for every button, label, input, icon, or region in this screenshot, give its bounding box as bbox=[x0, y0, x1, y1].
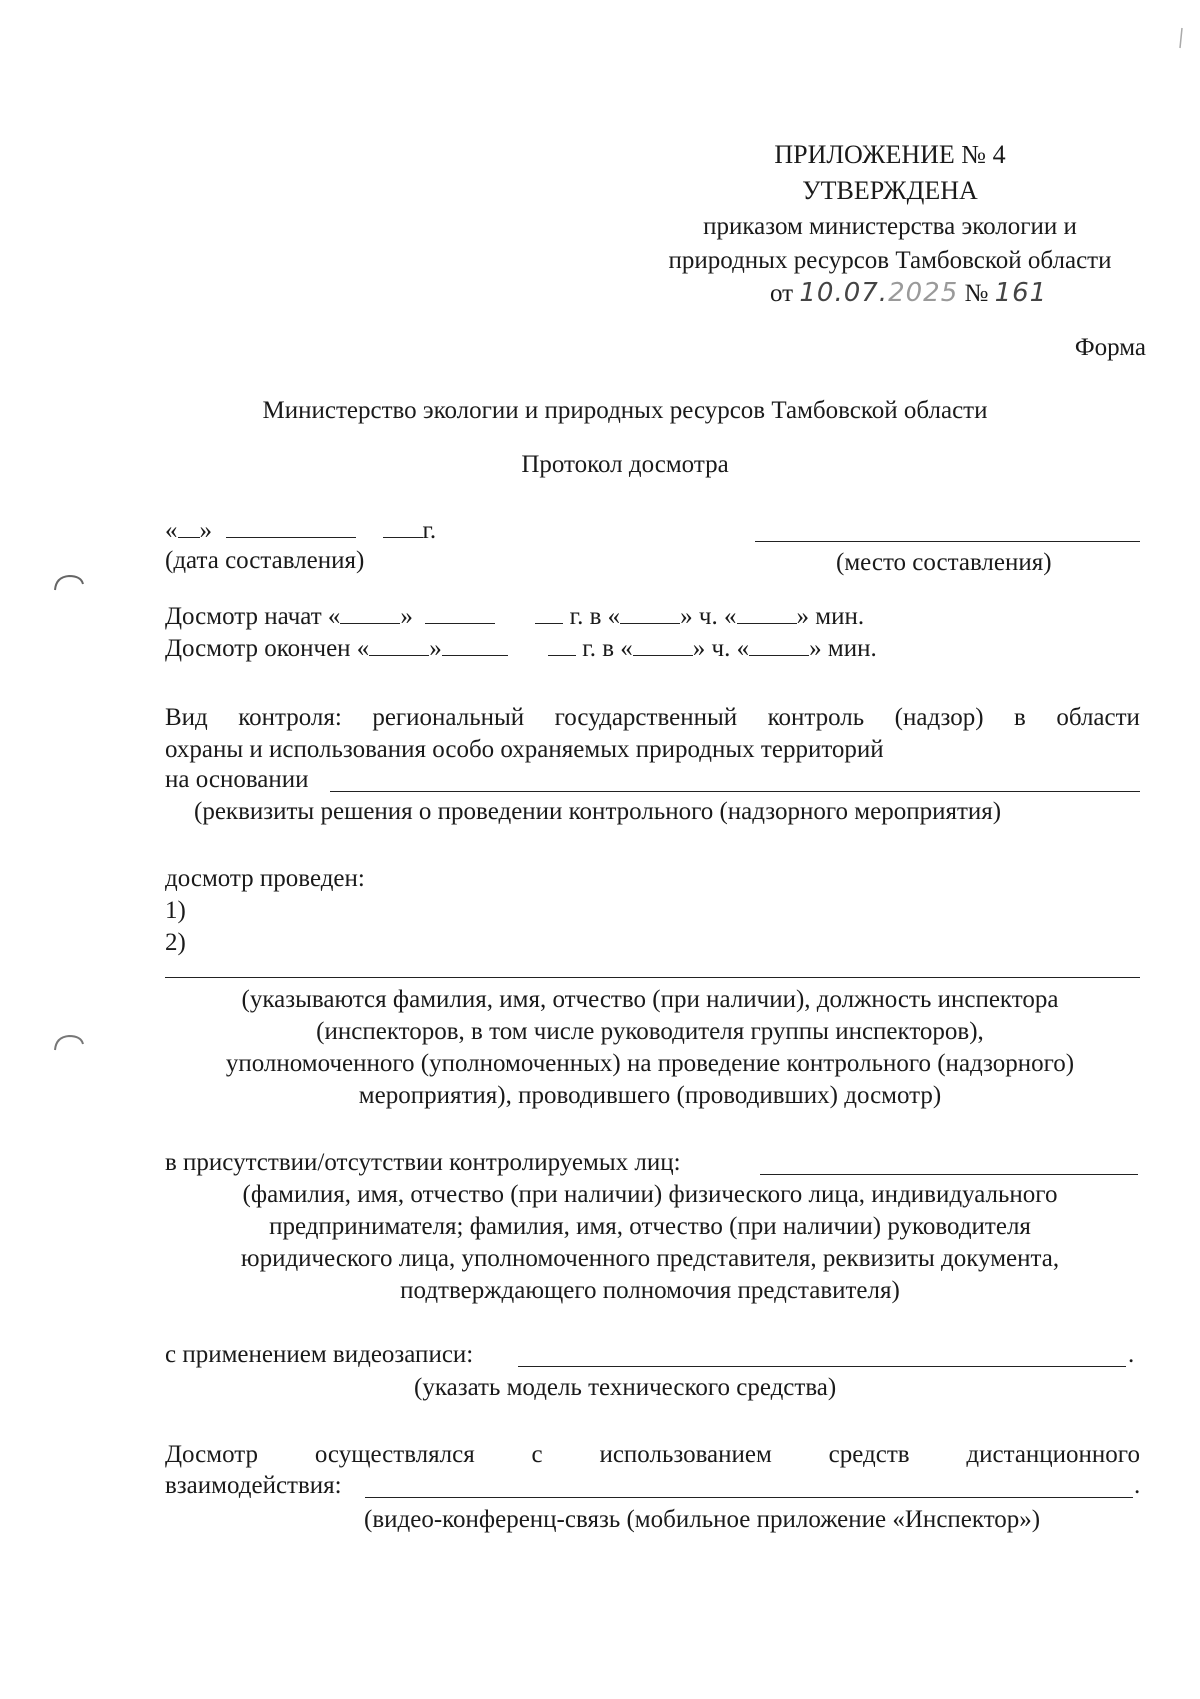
inspector-item-2: 2) bbox=[165, 929, 186, 956]
year-blank[interactable] bbox=[383, 515, 423, 538]
remote-end-dot: . bbox=[1134, 1472, 1141, 1499]
inspectors-blank[interactable] bbox=[165, 977, 1140, 978]
document-title: Протокол досмотра bbox=[521, 451, 729, 478]
handwritten-order-number: 161 bbox=[994, 278, 1048, 308]
presence-caption-3: юридического лица, уполномоченного представителя, реквизиты документа, bbox=[240, 1245, 1060, 1272]
video-label: с применением видеозаписи: bbox=[165, 1341, 474, 1368]
video-caption: (указать модель технического средства) bbox=[414, 1374, 837, 1401]
end-year-blank[interactable] bbox=[548, 633, 576, 656]
conducted-caption-4: мероприятия), проводившего (проводивших) досмотр) bbox=[358, 1082, 942, 1109]
basis-blank[interactable] bbox=[330, 791, 1140, 792]
remote-blank[interactable] bbox=[365, 1497, 1133, 1498]
place-caption: (место составления) bbox=[836, 549, 1052, 576]
end-month-blank[interactable] bbox=[442, 633, 508, 656]
start-minute-blank[interactable] bbox=[737, 601, 797, 624]
handwritten-date-year: 2025 bbox=[888, 278, 959, 308]
start-day-blank[interactable] bbox=[340, 601, 400, 624]
presence-label: в присутствии/отсутствии контролируемых лиц: bbox=[165, 1149, 681, 1176]
punch-hole-mark-icon bbox=[52, 572, 86, 594]
remote-line-2-label: взаимодействия: bbox=[165, 1472, 342, 1499]
inspection-end-line: Досмотр окончен « » г. в « » ч. « » мин. bbox=[165, 635, 877, 662]
video-blank[interactable] bbox=[518, 1366, 1126, 1367]
date-fill-line: « » г. bbox=[165, 517, 437, 544]
conducted-caption-1: (указываются фамилия, имя, отчество (при наличии), должность инспектора bbox=[241, 986, 1059, 1013]
video-end-dot: . bbox=[1128, 1341, 1135, 1368]
punch-hole-mark-icon bbox=[52, 1032, 86, 1054]
date-prefix: от bbox=[770, 280, 794, 307]
start-year-blank[interactable] bbox=[535, 601, 563, 624]
inspection-start-line: Досмотр начат « » г. в « » ч. « » мин. bbox=[165, 603, 865, 630]
end-day-blank[interactable] bbox=[369, 633, 429, 656]
control-type-line-2: охраны и использования особо охраняемых природных территорий bbox=[165, 736, 884, 763]
basis-label: на основании bbox=[165, 766, 309, 793]
approved-label: УТВЕРЖДЕНА bbox=[802, 176, 978, 205]
date-caption: (дата составления) bbox=[165, 547, 365, 574]
start-hour-blank[interactable] bbox=[620, 601, 680, 624]
presence-caption-1: (фамилия, имя, отчество (при наличии) физического лица, индивидуального bbox=[242, 1181, 1058, 1208]
basis-caption: (реквизиты решения о проведении контрольного (надзорного мероприятия) bbox=[194, 798, 1002, 825]
ministry-name: Министерство экологии и природных ресурсов Тамбовской области bbox=[262, 397, 988, 424]
remote-line-1: Досмотр осуществлялся с использованием средств дистанционного bbox=[165, 1441, 1140, 1468]
order-line-2: природных ресурсов Тамбовской области bbox=[668, 247, 1112, 274]
conducted-label: досмотр проведен: bbox=[165, 865, 365, 892]
remote-caption: (видео-конференц-связь (мобильное приложение «Инспектор») bbox=[364, 1506, 1041, 1533]
presence-caption-4: подтверждающего полномочия представителя) bbox=[400, 1277, 900, 1304]
order-date-line bbox=[770, 278, 1047, 309]
conducted-caption-2: (инспекторов, в том числе руководителя группы инспекторов), bbox=[316, 1018, 984, 1045]
number-prefix: № bbox=[964, 280, 989, 307]
order-line-1: приказом министерства экологии и bbox=[703, 213, 1077, 240]
presence-caption-2: предпринимателя; фамилия, имя, отчество (при наличии) руководителя bbox=[269, 1213, 1031, 1240]
end-hour-blank[interactable] bbox=[633, 633, 693, 656]
conducted-caption-3: уполномоченного (уполномоченных) на проведение контрольного (надзорного) bbox=[225, 1050, 1075, 1077]
month-blank[interactable] bbox=[226, 515, 356, 538]
end-minute-blank[interactable] bbox=[749, 633, 809, 656]
handwritten-date-day-month: 10.07. bbox=[799, 278, 889, 308]
presence-blank[interactable] bbox=[760, 1174, 1138, 1175]
place-blank[interactable] bbox=[755, 541, 1140, 542]
appendix-number: ПРИЛОЖЕНИЕ № 4 bbox=[774, 140, 1006, 169]
start-month-blank[interactable] bbox=[425, 601, 495, 624]
inspector-item-1: 1) bbox=[165, 897, 186, 924]
day-blank[interactable] bbox=[178, 515, 200, 538]
scan-speck-icon bbox=[1176, 26, 1186, 52]
control-type-line-1: Вид контроля: региональный государственный контроль (надзор) в области bbox=[165, 704, 1140, 731]
form-label: Форма bbox=[1074, 334, 1146, 361]
